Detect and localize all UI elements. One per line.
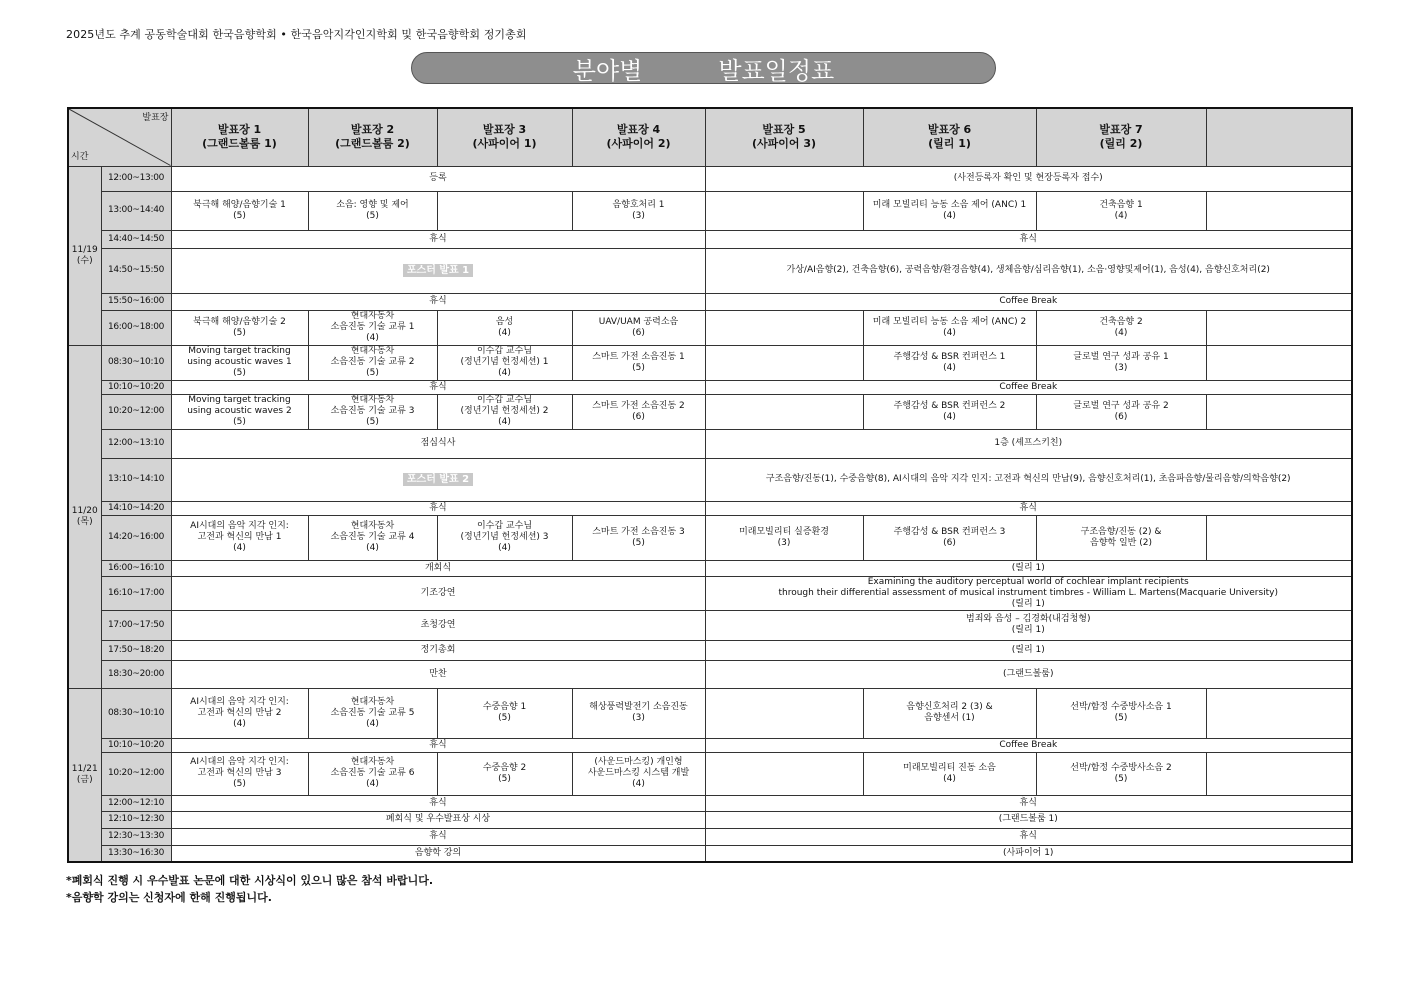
session-cell: 휴식 [705,828,1352,845]
session-cell: 건축음향 2 (4) [1036,310,1206,345]
session-cell: 이수갑 교수님 (정년기념 헌정세션) 1 (4) [437,345,572,380]
session-cell: 기조강연 [171,576,705,610]
session-cell [1206,191,1352,230]
session-cell [705,688,863,738]
session-cell: 글로벌 연구 성과 공유 1 (3) [1036,345,1206,380]
time-slot: 12:00~13:00 [101,166,171,191]
corner-time-label: 시간 [71,151,89,162]
session-cell: 미래 모빌리티 능동 소음 제어 (ANC) 2 (4) [863,310,1036,345]
schedule-row [68,640,1352,660]
session-cell: 등록 [171,166,705,191]
session-cell: 주행감성 & BSR 컨퍼런스 3 (6) [863,515,1036,560]
time-slot: 13:00~14:40 [101,191,171,230]
session-cell: 수중음향 2 (5) [437,752,572,795]
session-cell: AI시대의 음악 지각 인지: 고전과 혁신의 만남 2 (4) [171,688,308,738]
session-cell: 휴식 [171,738,705,752]
session-cell: 주행감성 & BSR 컨퍼런스 1 (4) [863,345,1036,380]
day-label: 11/20 (목) [68,345,101,688]
header-row [68,108,1352,166]
schedule-row [68,230,1352,248]
session-cell: Coffee Break [705,738,1352,752]
schedule-row [68,380,1352,394]
footnote: *폐회식 진행 시 우수발표 논문에 대한 시상식이 있으니 많은 참석 바랍니다. [66,874,434,887]
schedule-row [68,345,1352,380]
session-cell: 가상/AI음향(2), 건축음향(6), 공력음향/환경음향(4), 생체음향/심리음향(1), 소음·영향및제어(1), 음성(4), 음향신호처리(2) [705,248,1352,293]
time-slot: 14:10~14:20 [101,501,171,515]
session-cell: 정기총회 [171,640,705,660]
session-cell: 휴식 [171,828,705,845]
session-cell: AI시대의 음악 지각 인지: 고전과 혁신의 만남 3 (5) [171,752,308,795]
session-cell: 소음: 영향 및 제어 (5) [308,191,437,230]
conference-header: 2025년도 추계 공동학술대회 한국음향학회 • 한국음악지각인지학회 및 한국음향학회 정기총회 [66,28,527,41]
session-cell: 음향학 강의 [171,845,705,862]
session-cell: 구조음향/진동(1), 수중음향(8), AI시대의 음악 지각 인지: 고전과 혁신의 만남(9), 음향신호처리(1), 초음파음향/물리음향/의학음향(2) [705,458,1352,501]
room-header: 발표장 5 (사파이어 3) [705,108,863,166]
session-cell: 스마트 가전 소음진동 2 (6) [572,394,705,429]
session-cell: 휴식 [705,501,1352,515]
schedule-row [68,501,1352,515]
schedule-row [68,576,1352,610]
session-cell: (사파이어 1) [705,845,1352,862]
time-slot: 10:10~10:20 [101,380,171,394]
session-cell [171,458,705,501]
session-cell: 수중음향 1 (5) [437,688,572,738]
time-slot: 12:30~13:30 [101,828,171,845]
time-slot: 12:00~12:10 [101,795,171,811]
time-slot: 08:30~10:10 [101,688,171,738]
time-slot: 12:10~12:30 [101,811,171,828]
session-cell: (사운드마스킹) 개인형 사운드마스킹 시스템 개발 (4) [572,752,705,795]
session-cell: 미래 모빌리티 능동 소음 제어 (ANC) 1 (4) [863,191,1036,230]
schedule-row [68,660,1352,688]
day-label: 11/21 (금) [68,688,101,862]
schedule-row [68,191,1352,230]
time-slot: 18:30~20:00 [101,660,171,688]
time-slot: 16:10~17:00 [101,576,171,610]
session-cell: 현대자동차 소음진동 기술 교류 1 (4) [308,310,437,345]
session-cell: 휴식 [171,501,705,515]
session-cell: 현대자동차 소음진동 기술 교류 6 (4) [308,752,437,795]
session-cell [705,752,863,795]
session-cell: 휴식 [171,795,705,811]
session-cell: Coffee Break [705,380,1352,394]
time-slot: 13:30~16:30 [101,845,171,862]
session-cell: 스마트 가전 소음진동 3 (5) [572,515,705,560]
session-cell: 폐회식 및 우수발표상 시상 [171,811,705,828]
time-slot: 14:20~16:00 [101,515,171,560]
time-slot: 10:10~10:20 [101,738,171,752]
session-cell: 현대자동차 소음진동 기술 교류 3 (5) [308,394,437,429]
session-cell [1206,310,1352,345]
room-header: 발표장 7 (릴리 2) [1036,108,1206,166]
schedule-row [68,845,1352,862]
schedule-row [68,795,1352,811]
session-cell: 음향호처리 1 (3) [572,191,705,230]
room-header: 발표장 3 (사파이어 1) [437,108,572,166]
session-cell: 현대자동차 소음진동 기술 교류 2 (5) [308,345,437,380]
session-cell: (사전등록자 확인 및 현장등록자 접수) [705,166,1352,191]
session-cell: 휴식 [171,380,705,394]
session-cell: 음향신호처리 2 (3) & 음향센서 (1) [863,688,1036,738]
session-cell: Coffee Break [705,293,1352,310]
session-cell: 휴식 [171,293,705,310]
session-cell: 선박/함정 수중방사소음 1 (5) [1036,688,1206,738]
room-header: 발표장 1 (그랜드볼룸 1) [171,108,308,166]
time-slot: 10:20~12:00 [101,752,171,795]
schedule-table [67,107,1353,863]
session-cell: 미래모빌리티 진동 소음 (4) [863,752,1036,795]
room-header: 발표장 4 (사파이어 2) [572,108,705,166]
session-cell: Moving target tracking using acoustic waves 1 (5) [171,345,308,380]
footnote: *음향학 강의는 신청자에 한해 진행됩니다. [66,891,272,904]
session-cell: 해상풍력발전기 소음진동 (3) [572,688,705,738]
day-label: 11/19 (수) [68,166,101,345]
session-cell: 북극해 해양/음향기술 1 (5) [171,191,308,230]
session-cell: 범죄와 음성 – 김경화(내검청형) (릴리 1) [705,610,1352,640]
session-cell: 만찬 [171,660,705,688]
time-slot: 13:10~14:10 [101,458,171,501]
session-cell: 휴식 [705,795,1352,811]
session-cell: (그랜드볼룸) [705,660,1352,688]
schedule-row [68,738,1352,752]
session-cell: UAV/UAM 공력소음 (6) [572,310,705,345]
schedule-row [68,828,1352,845]
poster-badge: 포스터 발표 1 [403,264,473,277]
schedule-row [68,515,1352,560]
session-cell: (그랜드볼룸 1) [705,811,1352,828]
session-cell: 개회식 [171,560,705,576]
session-cell: (릴리 1) [705,640,1352,660]
session-cell [705,394,863,429]
room-header: 발표장 2 (그랜드볼룸 2) [308,108,437,166]
page-title [411,52,996,84]
session-cell: 구조음향/진동 (2) & 음향학 일반 (2) [1036,515,1206,560]
schedule-row [68,560,1352,576]
time-slot: 17:50~18:20 [101,640,171,660]
session-cell [705,191,863,230]
schedule-body [68,166,1352,862]
poster-badge: 포스터 발표 2 [403,473,473,486]
session-cell [1206,394,1352,429]
room-header-extra [1206,108,1352,166]
time-slot: 15:50~16:00 [101,293,171,310]
schedule-row [68,293,1352,310]
session-cell [1206,688,1352,738]
session-cell: 이수갑 교수님 (정년기념 헌정세션) 2 (4) [437,394,572,429]
session-cell: 건축음향 1 (4) [1036,191,1206,230]
time-slot: 14:40~14:50 [101,230,171,248]
schedule-row [68,248,1352,293]
session-cell: 주행감성 & BSR 컨퍼런스 2 (4) [863,394,1036,429]
session-cell: AI시대의 음악 지각 인지: 고전과 혁신의 만남 1 (4) [171,515,308,560]
session-cell: 이수갑 교수님 (정년기념 헌정세션) 3 (4) [437,515,572,560]
time-slot: 16:00~16:10 [101,560,171,576]
session-cell: 미래모빌리티 실증환경 (3) [705,515,863,560]
session-cell: Examining the auditory perceptual world of cochlear implant recipients through their differential assessment of musical instrument timbres - William L. Martens(Macquarie University) (릴리 1) [705,576,1352,610]
time-slot: 17:00~17:50 [101,610,171,640]
schedule-row [68,429,1352,458]
session-cell: 북극해 해양/음향기술 2 (5) [171,310,308,345]
schedule-row [68,610,1352,640]
corner-cell [68,108,171,166]
session-cell: 음성 (4) [437,310,572,345]
session-cell [1206,515,1352,560]
time-slot: 16:00~18:00 [101,310,171,345]
session-cell: 점심식사 [171,429,705,458]
room-header: 발표장 6 (릴리 1) [863,108,1036,166]
schedule-row [68,166,1352,191]
session-cell [437,191,572,230]
time-slot: 10:20~12:00 [101,394,171,429]
schedule-row [68,394,1352,429]
schedule-row [68,310,1352,345]
session-cell: 현대자동차 소음진동 기술 교류 4 (4) [308,515,437,560]
schedule-row [68,458,1352,501]
session-cell [1206,752,1352,795]
time-slot: 14:50~15:50 [101,248,171,293]
title-part-1: 분야별 [572,56,643,85]
session-cell: 현대자동차 소음진동 기술 교류 5 (4) [308,688,437,738]
session-cell: 스마트 가전 소음진동 1 (5) [572,345,705,380]
schedule-row [68,811,1352,828]
session-cell: 1층 (셰프스키친) [705,429,1352,458]
session-cell [171,248,705,293]
title-part-2: 발표일정표 [718,56,835,85]
corner-room-label: 발표장 [142,113,169,123]
schedule-row [68,752,1352,795]
session-cell [1206,345,1352,380]
session-cell [705,310,863,345]
time-slot: 12:00~13:10 [101,429,171,458]
session-cell: 글로벌 연구 성과 공유 2 (6) [1036,394,1206,429]
session-cell: (릴리 1) [705,560,1352,576]
session-cell: 초청강연 [171,610,705,640]
session-cell: 휴식 [705,230,1352,248]
session-cell [705,345,863,380]
session-cell: 선박/함정 수중방사소음 2 (5) [1036,752,1206,795]
session-cell: 휴식 [171,230,705,248]
time-slot: 08:30~10:10 [101,345,171,380]
session-cell: Moving target tracking using acoustic waves 2 (5) [171,394,308,429]
schedule-row [68,688,1352,738]
